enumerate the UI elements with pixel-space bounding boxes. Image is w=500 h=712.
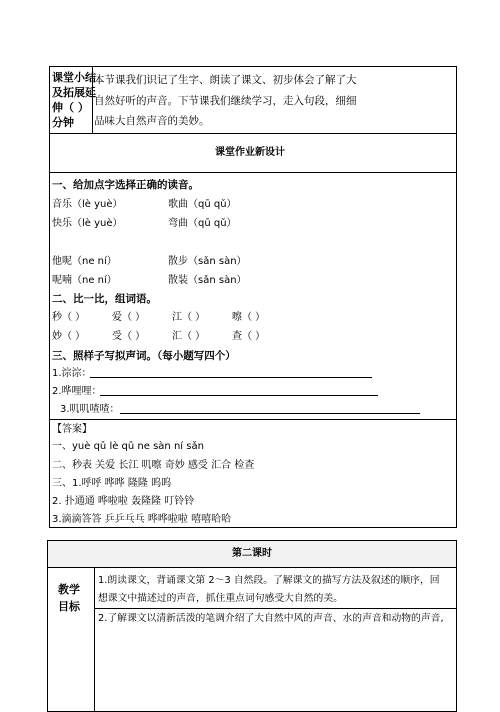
goals-label-1: 教学 (58, 583, 80, 596)
summary-label-1: 课堂小结 (52, 71, 96, 84)
q3-title: 三、照样子写拟声词。（每小题写四个） (52, 350, 236, 362)
q1-row3-right: 散步（sǎn sàn） (168, 256, 247, 267)
lesson2-title-rule (47, 567, 457, 568)
q1-row3-left: 他呢（ne ní） (52, 256, 117, 267)
summary-text-1: 本节课我们识记了生字、朗读了课文、初步体会了解了大 (94, 74, 357, 86)
q1-row2-right: 弯曲（qū qǔ） (168, 218, 237, 229)
summary-text-2: 自然好听的声音。下节课我们继续学习，走入句段，细细 (94, 95, 357, 107)
q2-r2-c2: 受（ ） (112, 331, 146, 342)
q1-row1-right: 歌曲（qū qǔ） (168, 199, 237, 210)
goal2-line-1: 2.了解课文以清新活泼的笔调介绍了大自然中风的声音、水的声音和动物的声音, (98, 613, 444, 624)
homework-title: 课堂作业新设计 (215, 147, 285, 158)
q2-r2-c1: 妙（ ） (52, 331, 86, 342)
q1-title: 一、给加点字选择正确的读音。 (52, 179, 199, 191)
q1-row4-left: 呢喃（ne ní） (52, 275, 117, 286)
q3-item-1: 1.淙淙： (52, 368, 92, 379)
q3-item-3: 3.叽叽喳喳： (60, 404, 120, 415)
lesson2-title: 第二课时 (232, 548, 272, 559)
q2-r1-c3: 江（ ） (172, 312, 206, 323)
homework-title-rule (49, 172, 457, 173)
q1-row4-right: 散装（sǎn sàn） (168, 275, 247, 286)
q2-title: 二、比一比，组词语。 (52, 293, 157, 305)
q2-r1-c1: 秒（ ） (52, 312, 86, 323)
q3-answer-line-3[interactable] (120, 403, 420, 414)
q2-r2-c3: 汇（ ） (172, 331, 206, 342)
q2-r2-c4: 查（ ） (232, 331, 266, 342)
q2-r1-c4: 嚓（ ） (232, 312, 266, 323)
lesson2-goal-rule (94, 608, 457, 609)
q1-row1-left: 音乐（lè yuè） (52, 199, 123, 210)
q3-answer-line-1[interactable] (90, 367, 372, 378)
lesson2-divider (94, 567, 95, 712)
q2-r1-c2: 爱（ ） (112, 312, 146, 323)
q3-item-2: 2.哗哩哩： (52, 386, 102, 397)
answers-line-3: 三、1.呼呼 哗哗 隆隆 呜呜 (52, 478, 172, 489)
answers-title: 【答案】 (52, 424, 92, 435)
summary-label-2: 及拓展延 (52, 86, 96, 99)
goals-label-2: 目标 (58, 600, 80, 613)
summary-label-3: 伸（ ） (52, 101, 89, 114)
answers-line-2: 二、秒表 关爱 长江 叽嚓 奇妙 感受 汇合 检查 (52, 460, 255, 471)
answers-line-5: 3.滴滴答答 乒乒乓乓 哗哗啦啦 嘻嘻哈哈 (52, 514, 232, 525)
goal1-line-1: 1.朗读课文，背诵课文第 2～3 自然段。了解课文的描写方法及叙述的顺序，回 (98, 575, 440, 586)
q3-answer-line-2[interactable] (100, 385, 378, 396)
q1-row2-left: 快乐（lè yuè） (52, 218, 123, 229)
summary-label-4: 分钟 (52, 116, 74, 129)
summary-bottom-rule (49, 133, 457, 134)
goal1-line-2: 想课文中描述过的声音，抓住重点词句感受大自然的美。 (98, 593, 343, 604)
summary-text-3: 品味大自然声音的美妙。 (94, 115, 210, 127)
answers-top-rule (49, 419, 457, 420)
answers-line-4: 2. 扑通通 哗啦啦 轰隆隆 叮铃铃 (52, 496, 195, 507)
answers-line-1: 一、yuè qǔ lè qǔ ne sàn ní sǎn (52, 441, 204, 452)
